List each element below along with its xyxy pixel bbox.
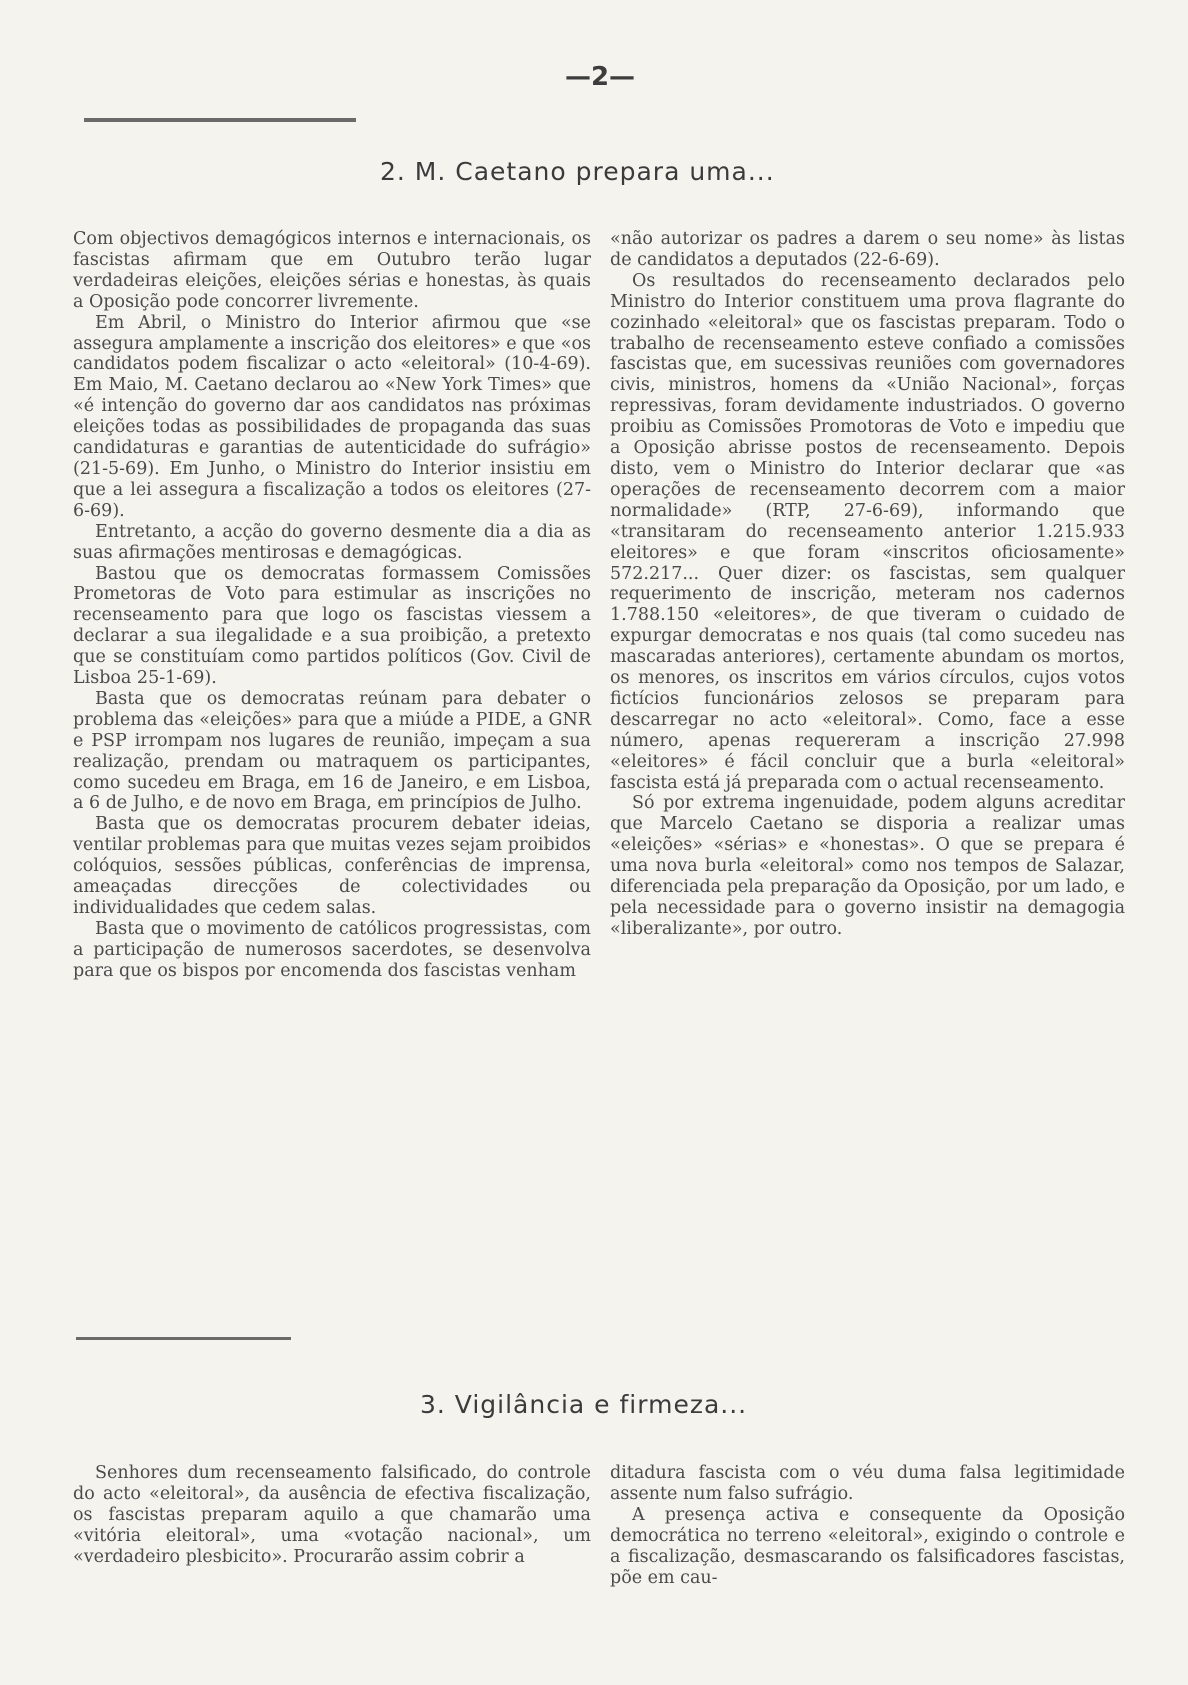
section-3-title: 3. Vigilância e firmeza... [420, 1390, 748, 1419]
paragraph: Entretanto, a acção do governo desmente dia a dia as suas afirmações mentirosas e demagógicas. [73, 521, 591, 563]
paragraph: ditadura fascista com o véu duma falsa legitimidade assente num falso sufrágio. [610, 1463, 1125, 1504]
paragraph: Senhores dum recenseamento falsificado, do controle do acto «eleitoral», da ausência de efectiva fiscalização, os fascistas preparam aquilo a que chamarão uma «vitória eleitoral», uma «votação nacional», um «verdadeiro plesbicito». Procurarão assim cobrir a [73, 1463, 591, 1567]
paragraph: Em Abril, o Ministro do Interior afirmou que «se assegura amplamente a inscrição dos eleitores» e que «os candidatos podem fiscalizar o acto «eleitoral» (10-4-69). Em Maio, M. Caetano declarou ao «New York Times» que «é intenção do governo dar aos candidatos nas próximas eleições todas as possibilidades de propaganda das suas candidaturas e garantias de autenticidade do sufrágio» (21-5-69). Em Junho, o Ministro do Interior insistiu em que a lei assegura a fiscalização a todos os eleitores (27-6-69). [73, 312, 591, 521]
page-number: —2— [564, 62, 636, 92]
section-3-right-column [610, 1463, 1125, 1588]
paragraph: Com objectivos demagógicos internos e internacionais, os fascistas afirmam que em Outubro terão lugar verdadeiras eleições, eleições sérias e honestas, às quais a Oposição pode concorrer livremente. [73, 229, 591, 312]
paragraph: Basta que os democratas procurem debater ideias, ventilar problemas para que muitas vezes sejam proibidos colóquios, sessões públicas, conferências de imprensa, ameaçadas direcções de colectividades ou individualidades que cedem salas. [73, 814, 591, 918]
paragraph: Os resultados do recenseamento declarados pelo Ministro do Interior constituem uma prova flagrante do cozinhado «eleitoral» que os fascistas preparam. Todo o trabalho de recenseamento esteve confiado a comissões fascistas que, em sucessivas reuniões com governadores civis, ministros, homens da «União Nacional», forças repressivas, foram devidamente industriados. O governo proibiu as Comissões Promotoras de Voto e impediu que a Oposição abrisse postos de recenseamento. Depois disto, vem o Ministro do Interior declarar que «as operações de recenseamento decorrem com a maior normalidade» (RTP, 27-6-69), informando que «transitaram do recenseamento anterior 1.215.933 eleitores» e que foram «inscritos oficiosamente» 572.217... Quer dizer: os fascistas, sem qualquer requerimento de inscrição, meteram nos cadernos 1.788.150 «eleitores», de que tiveram o cuidado de expurgar democratas e nos quais (tal como sucedeu nas mascaradas anteriores), certamente abundam os mortos, os menores, os inscritos em vários círculos, cujos votos fictícios funcionários zelosos se preparam para descarregar no acto «eleitoral». Como, face a esse número, apenas requereram a inscrição 27.998 «eleitores» é fácil concluir que a burla «eleitoral» fascista está já preparada com o actual recenseamento. [610, 270, 1125, 793]
paragraph: Basta que os democratas reúnam para debater o problema das «eleições» para que a miúde a PIDE, a GNR e PSP irrompam nos lugares de reunião, impeçam a sua realização, prendam ou matraquem os participantes, como sucedeu em Braga, em 16 de Janeiro, e em Lisboa, a 6 de Julho, e de novo em Braga, em princípios de Julho. [73, 688, 591, 814]
paragraph: «não autorizar os padres a darem o seu nome» às listas de candidatos a deputados (22-6-69). [610, 229, 1125, 270]
section-divider [76, 1337, 291, 1340]
section-2-right-column [610, 229, 1125, 940]
paragraph: Bastou que os democratas formassem Comissões Prometoras de Voto para estimular as inscrições no recenseamento para que logo os fascistas viessem a declarar a sua ilegalidade e a sua proibição, a pretexto que se constituíam como partidos políticos (Gov. Civil de Lisboa 25-1-69). [73, 563, 591, 689]
top-divider [84, 118, 356, 122]
paragraph: A presença activa e consequente da Oposição democrática no terreno «eleitoral», exigindo o controle e a fiscalização, desmascarando os falsificadores fascistas, põe em cau- [610, 1504, 1125, 1588]
paragraph: Basta que o movimento de católicos progressistas, com a participação de numerosos sacerdotes, se desenvolva para que os bispos por encomenda dos fascistas venham [73, 918, 591, 981]
paragraph: Só por extrema ingenuidade, podem alguns acreditar que Marcelo Caetano se disporia a realizar umas «eleições» «sérias» e «honestas». O que se prepara é uma nova burla «eleitoral» como nos tempos de Salazar, diferenciada pela preparação da Oposição, por um lado, e pela necessidade para o governo insistir na demagogia «liberalizante», por outro. [610, 793, 1125, 939]
section-2-left-column [73, 229, 591, 982]
section-2-title: 2. M. Caetano prepara uma... [380, 157, 775, 186]
section-3-left-column [73, 1463, 591, 1568]
